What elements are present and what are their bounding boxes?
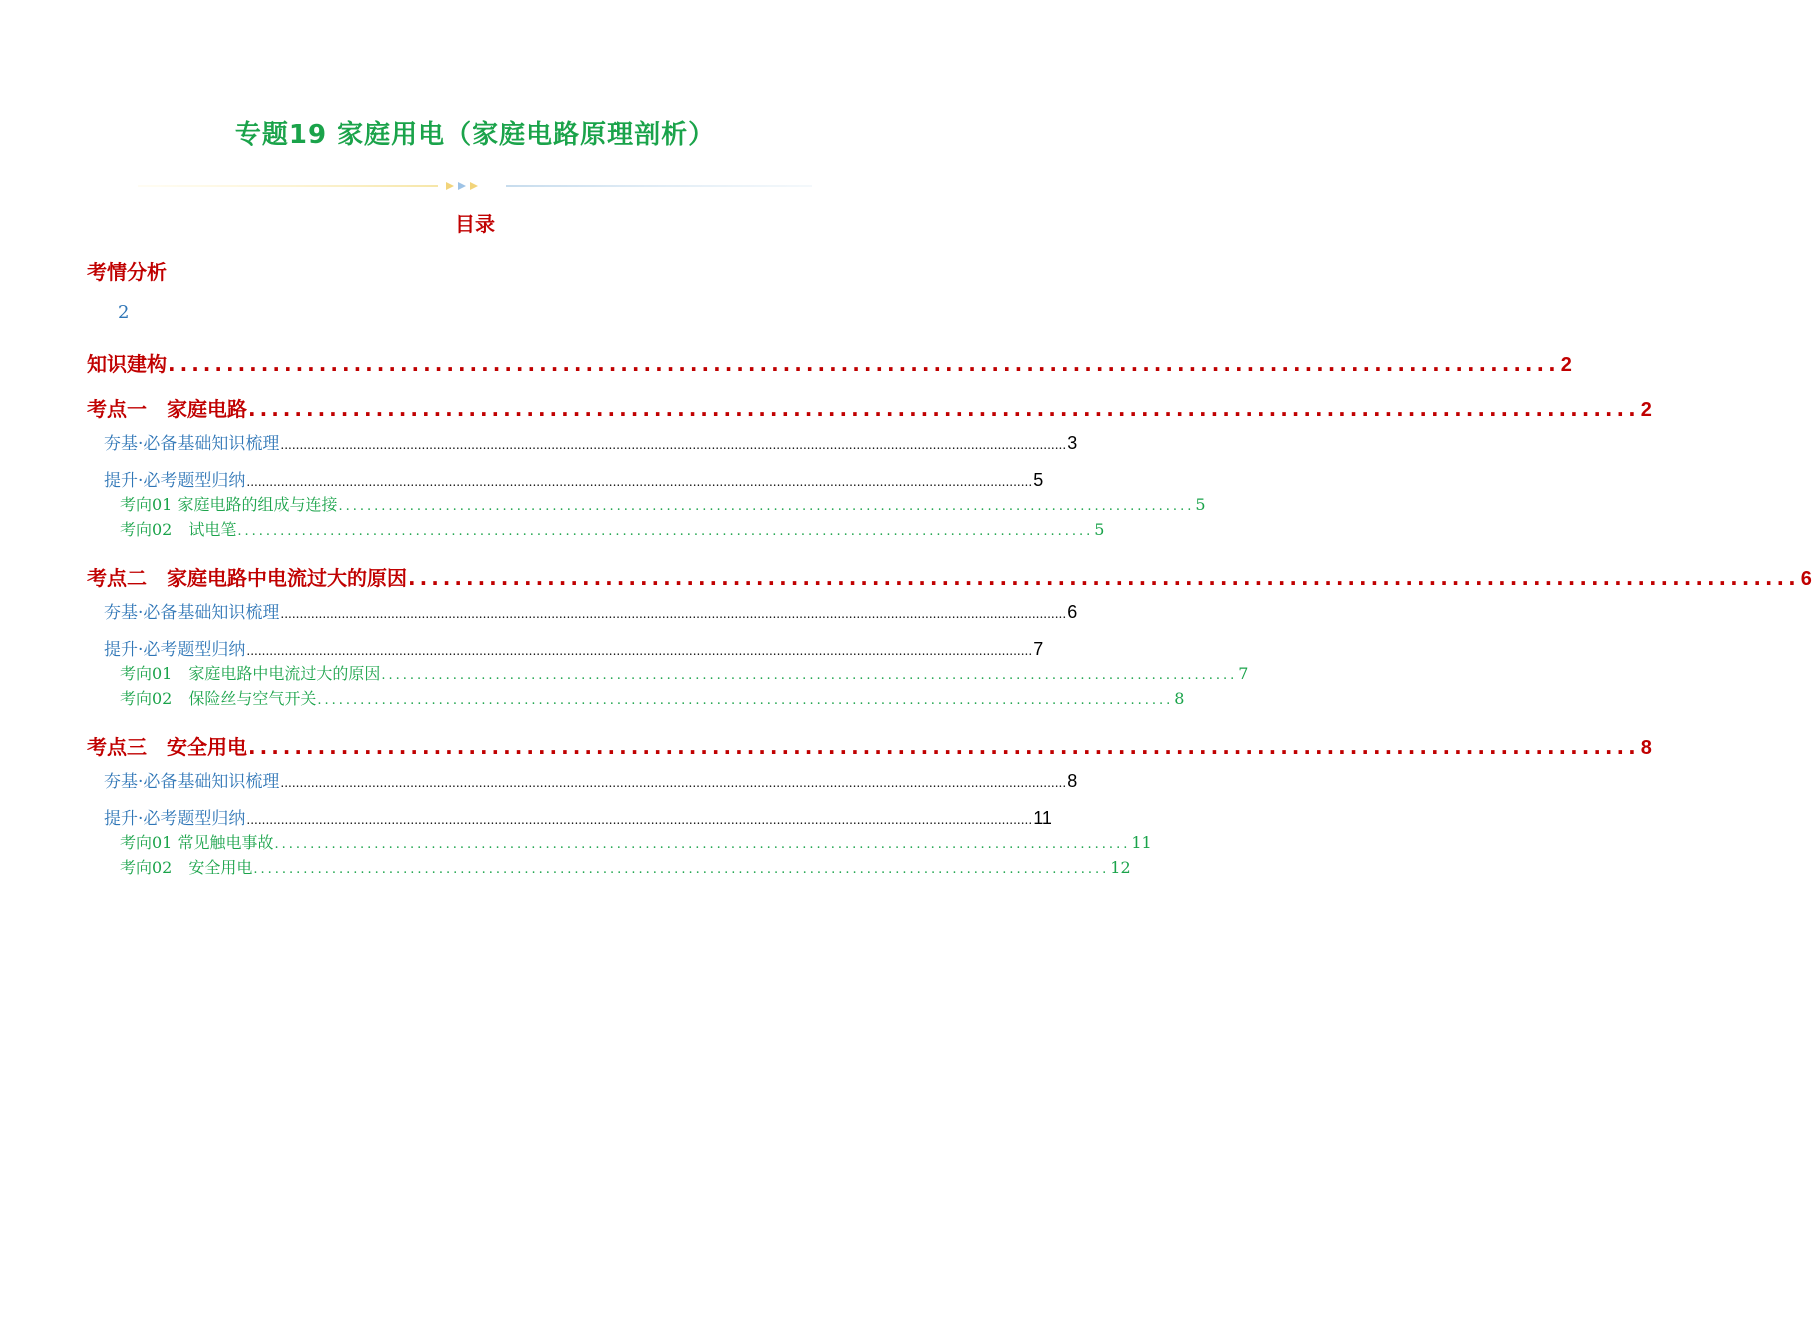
toc-leader-dots: ........................................................................................................................ (381, 668, 1238, 683)
toc-leader-dots: .............................................................................................................................................................................................................. (280, 776, 1067, 790)
toc-entry-label: 考向02 试电笔 (120, 520, 237, 539)
toc-entry-section[interactable] (87, 562, 1812, 591)
toc-leader-dots: .............................................................................................................................................................................................................. (280, 607, 1067, 621)
toc-entry-label: 夯基·必备基础知识梳理 (104, 603, 280, 623)
toc-entry-label: 提升·必考题型归纳 (104, 809, 246, 829)
divider-right-line (506, 185, 812, 187)
toc-entry-label: 考点一 家庭电路 (87, 397, 247, 421)
title-divider (138, 176, 812, 196)
toc-leader-dots: .............................................................................................................................................................................................................. (246, 475, 1033, 489)
toc-leader-dots: ........................................................................................................................ (338, 499, 1195, 514)
toc-entry-page: 8 (1640, 737, 1652, 759)
toc-leader-dots: ........................................................................................................................ (317, 693, 1174, 708)
toc-leader-dots: ........................................................................................................................ (253, 862, 1110, 877)
toc-leader-dots: .............................................................................................................................................................................................................. (280, 438, 1067, 452)
toc-entry-page: 6 (1067, 602, 1078, 622)
toc-entry-page: 7 (1033, 639, 1044, 659)
toc-entry-label: 考向01 常见触电事故 (120, 833, 274, 852)
toc-leader-dots: ........................................................................................................................ (248, 735, 1640, 759)
toc-entry-improve[interactable] (104, 804, 1052, 829)
toc-entry-label: 考点三 安全用电 (87, 735, 247, 759)
toc-entry-topic[interactable] (120, 661, 1249, 684)
toc-entry-topic[interactable] (120, 517, 1105, 540)
divider-arrow-icon (446, 182, 454, 190)
toc-leader-dots: .............................................................................................................................................................................................................. (246, 813, 1033, 827)
toc-entry-page: 5 (1195, 495, 1206, 514)
toc-entry-label: 夯基·必备基础知识梳理 (104, 772, 280, 792)
toc-entry-basics[interactable] (104, 598, 1078, 623)
toc-entry-page: 8 (1067, 771, 1078, 791)
toc-entry-page: 2 (1560, 354, 1572, 376)
toc-entry-section[interactable] (87, 731, 1652, 760)
toc-entry-label: 考向02 安全用电 (120, 858, 253, 877)
divider-arrow-icon (458, 182, 466, 190)
toc-leader-dots: ........................................................................................................................ (408, 566, 1800, 590)
page-title: 专题19 家庭用电（家庭电路原理剖析） (234, 120, 716, 150)
toc-leader-dots: ........................................................................................................................ (248, 397, 1640, 421)
toc-entry-analysis-page: 2 (118, 302, 130, 323)
toc-entry-page: 5 (1033, 470, 1044, 490)
divider-arrow-icon (470, 182, 478, 190)
toc-entry-page: 3 (1067, 433, 1078, 453)
toc-leader-dots: ........................................................................................................................ (168, 352, 1560, 376)
toc-entry-topic[interactable] (120, 492, 1206, 515)
toc-entry-section[interactable] (87, 393, 1652, 422)
toc-entry-label: 考向01 家庭电路的组成与连接 (120, 495, 338, 514)
toc-entry-analysis[interactable]: 考情分析 (87, 260, 167, 284)
toc-entry-page: 7 (1238, 664, 1249, 683)
toc-entry-improve[interactable] (104, 466, 1044, 491)
toc-entry-label: 知识建构 (87, 352, 167, 376)
toc-entry-knowledge[interactable] (87, 348, 1572, 377)
toc-entry-page: 2 (1640, 399, 1652, 421)
toc-entry-page: 12 (1110, 858, 1131, 877)
toc-entry-page: 5 (1094, 520, 1105, 539)
toc-entry-page: 11 (1131, 833, 1152, 852)
divider-left-line (138, 185, 438, 187)
toc-entry-page: 8 (1174, 689, 1185, 708)
toc-title: 目录 (455, 212, 495, 236)
toc-entry-page: 11 (1033, 808, 1052, 828)
toc-entry-label: 夯基·必备基础知识梳理 (104, 434, 280, 454)
toc-entry-label: 考向02 保险丝与空气开关 (120, 689, 317, 708)
toc-entry-topic[interactable] (120, 686, 1185, 709)
toc-entry-page: 6 (1800, 568, 1812, 590)
toc-entry-basics[interactable] (104, 767, 1078, 792)
toc-leader-dots: .............................................................................................................................................................................................................. (246, 644, 1033, 658)
toc-entry-label: 提升·必考题型归纳 (104, 471, 246, 491)
toc-entry-label: 提升·必考题型归纳 (104, 640, 246, 660)
toc-entry-label: 考点二 家庭电路中电流过大的原因 (87, 566, 407, 590)
toc-entry-improve[interactable] (104, 635, 1044, 660)
toc-entry-basics[interactable] (104, 429, 1078, 454)
toc-leader-dots: ........................................................................................................................ (274, 837, 1131, 852)
toc-entry-topic[interactable] (120, 830, 1152, 853)
toc-entry-topic[interactable] (120, 855, 1131, 878)
toc-leader-dots: ........................................................................................................................ (237, 524, 1094, 539)
toc-entry-label: 考向01 家庭电路中电流过大的原因 (120, 664, 381, 683)
